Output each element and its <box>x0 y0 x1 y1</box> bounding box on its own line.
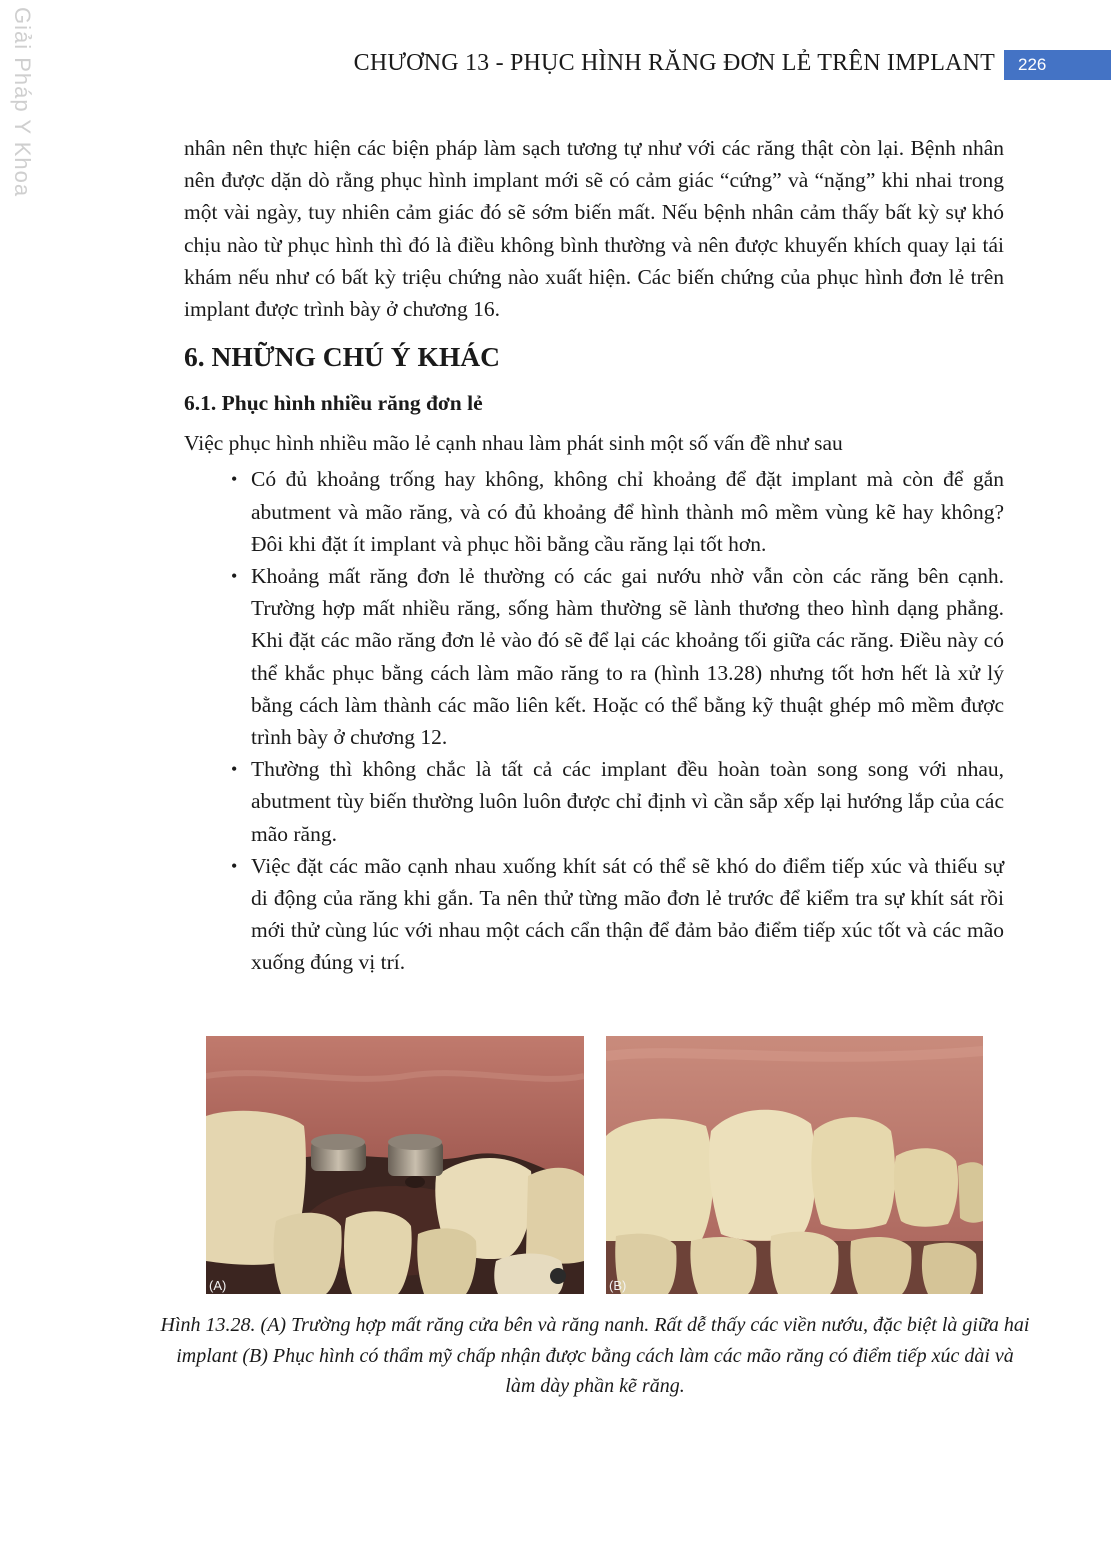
bullet-item <box>231 463 1004 560</box>
main-content <box>184 132 1004 979</box>
subsection-heading: 6.1. Phục hình nhiều răng đơn lẻ <box>184 391 483 416</box>
section-heading: 6. NHỮNG CHÚ Ý KHÁC <box>184 341 500 373</box>
bullet-text: Việc đặt các mão cạnh nhau xuống khít sát có thể sẽ khó do điểm tiếp xúc và thiếu sự di động của răng khi gắn. Ta nên thử từng mão đơn lẻ trước để kiểm tra sự khít sát rồi mới thử cùng lúc với nhau một cách cẩn thận để đảm bảo điểm tiếp xúc tốt và các mão xuống đúng vị trí. <box>251 853 1004 975</box>
photo-b-label: (B) <box>609 1278 627 1293</box>
opening-paragraph: nhân nên thực hiện các biện pháp làm sạch tương tự như với các răng thật còn lại. Bệnh nhân nên được dặn dò rằng phục hình implant mới sẽ có cảm giác “cứng” và “nặng” khi nhai trong một vài ngày, tuy nhiên cảm giác đó sẽ sớm biến mất. Nếu bệnh nhân cảm thấy bất kỳ sự khó chịu nào từ phục hình thì đó là điều không bình thường và nên được khuyến khích quay lại tái khám nếu như có bất kỳ triệu chứng nào xuất hiện. Các biến chứng của phục hình đơn lẻ trên implant được trình bày ở chương 16. <box>184 136 1004 322</box>
intro-paragraph: Việc phục hình nhiều mão lẻ cạnh nhau làm phát sinh một số vấn đề như sau <box>184 431 843 456</box>
bullet-item <box>231 753 1004 850</box>
photo-a-implants <box>206 1036 584 1294</box>
bullet-text: Có đủ khoảng trống hay không, không chỉ khoảng để đặt implant mà còn để gắn abutment và mão răng, và có đủ khoảng để hình thành mô mềm vùng kẽ hay không? Đôi khi đặt ít implant và phục hồi bằng cầu răng lại tốt hơn. <box>251 467 1004 556</box>
bullet-text: Khoảng mất răng đơn lẻ thường có các gai nướu nhờ vẫn còn các răng bên cạnh. Trường hợp mất nhiều răng, sống hàm thường sẽ lành thương theo hình dạng phẳng. Khi đặt các mão răng đơn lẻ vào đó sẽ để lại các khoảng tối giữa các răng. Điều này có thể khắc phục bằng cách làm mão răng to ra (hình 13.28) nhưng tốt hơn hết là xử lý bằng cách làm thành các mão liên kết. Hoặc có thể bằng kỹ thuật ghép mô mềm được trình bày ở chương 12. <box>251 564 1004 750</box>
watermark: Giải Pháp Y Khoa <box>10 7 35 198</box>
running-header: CHƯƠNG 13 - PHỤC HÌNH RĂNG ĐƠN LẺ TRÊN IMPLANT <box>353 50 995 76</box>
photo-a-label: (A) <box>209 1278 227 1293</box>
photo-b-restoration <box>606 1036 983 1294</box>
page-number: 226 <box>1004 50 1111 80</box>
figure-13-28 <box>206 1036 983 1294</box>
bullet-list <box>184 463 1004 978</box>
restored-crowns-photo <box>606 1036 983 1294</box>
bullet-item <box>231 560 1004 753</box>
bullet-icon: • <box>231 759 238 780</box>
bullet-item <box>231 850 1004 979</box>
implant-abutments-photo <box>206 1036 584 1294</box>
figure-caption: Hình 13.28. (A) Trường hợp mất răng cửa bên và răng nanh. Rất dễ thấy các viền nướu, đặc biệt là giữa hai implant (B) Phục hình có thẩm mỹ chấp nhận được bằng cách làm các mão răng có điểm tiếp xúc dài và làm dày phần kẽ răng. <box>160 1314 1030 1397</box>
bullet-icon: • <box>231 855 238 876</box>
bullet-icon: • <box>231 566 238 587</box>
bullet-icon: • <box>231 469 238 490</box>
bullet-text: Thường thì không chắc là tất cả các implant đều hoàn toàn song song với nhau, abutment tùy biến thường luôn luôn được chỉ định vì cần sắp xếp lại hướng lắp của các mão răng. <box>251 757 1004 846</box>
